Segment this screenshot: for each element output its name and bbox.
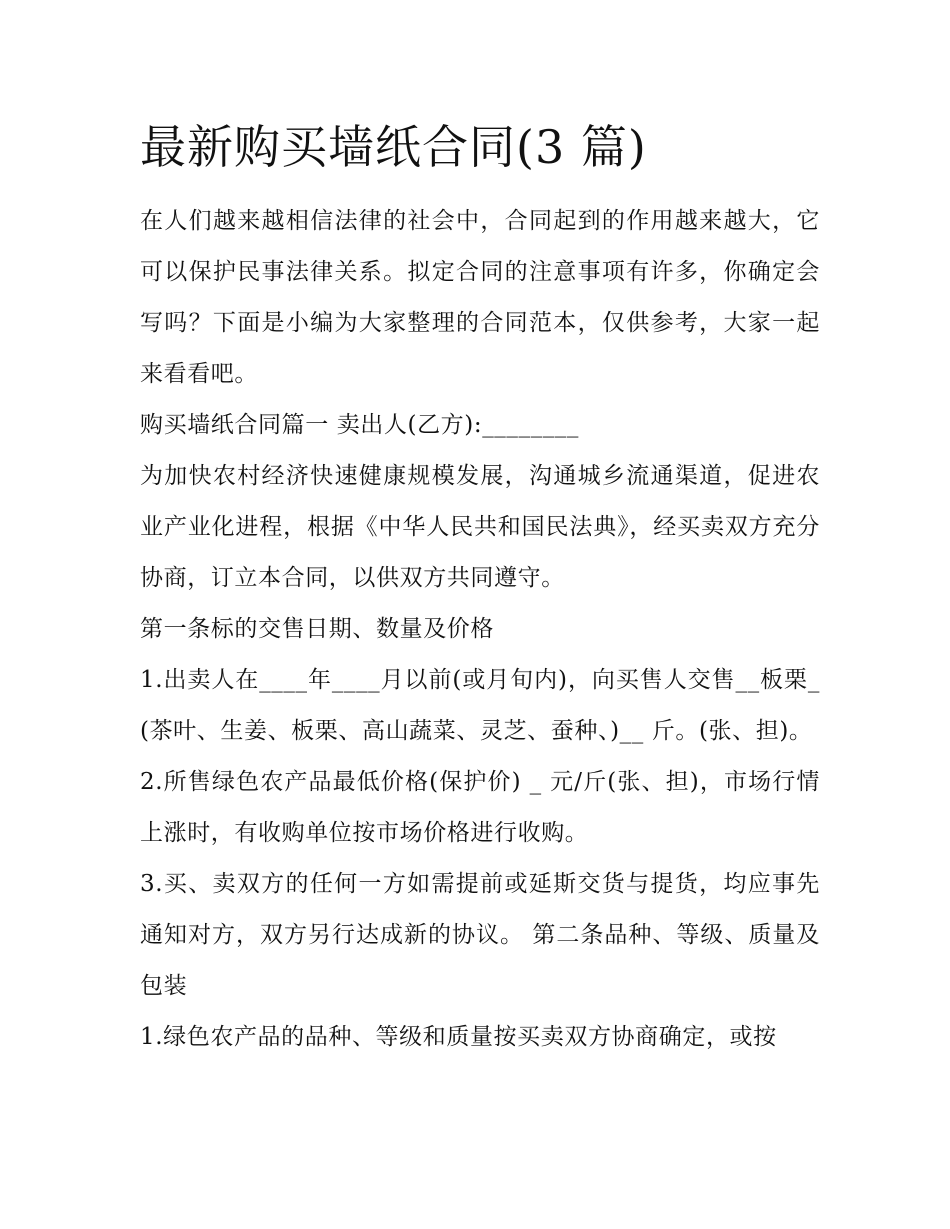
clause-1-3: 3.买、卖双方的任何一方如需提前或延斯交货与提货，均应事先通知对方，双方另行达成新的协议。 第二条品种、等级、质量及包装 xyxy=(140,871,820,999)
contract-heading-seller: 购买墙纸合同篇一 卖出人(乙方):________ xyxy=(140,412,580,438)
preamble-paragraph: 为加快农村经济快速健康规模发展，沟通城乡流通渠道，促进农业产业化进程，根据《中华人民共和国民法典》，经买卖双方充分协商，订立本合同，以供双方共同遵守。 xyxy=(140,463,820,591)
document-body xyxy=(140,196,820,1063)
clause-1-1: 1.出卖人在____年____月以前(或月旬内)，向买售人交售__板栗_(茶叶、生姜、板栗、高山蔬菜、灵芝、蚕种、)__ 斤。(张、担)。 xyxy=(140,667,820,744)
clause-2-1: 1.绿色农产品的品种、等级和质量按买卖双方协商确定，或按 xyxy=(140,1024,777,1050)
intro-paragraph: 在人们越来越相信法律的社会中，合同起到的作用越来越大，它可以保护民事法律关系。拟定合同的注意事项有许多，你确定会写吗？下面是小编为大家整理的合同范本，仅供参考，大家一起来看看吧。 xyxy=(140,208,820,387)
clause-1-2: 2.所售绿色农产品最低价格(保护价) _ 元/斤(张、担)，市场行情上涨时，有收购单位按市场价格进行收购。 xyxy=(140,769,820,846)
article-one-heading: 第一条标的交售日期、数量及价格 xyxy=(140,616,494,642)
document-title: 最新购买墙纸合同(3 篇) xyxy=(140,120,647,174)
